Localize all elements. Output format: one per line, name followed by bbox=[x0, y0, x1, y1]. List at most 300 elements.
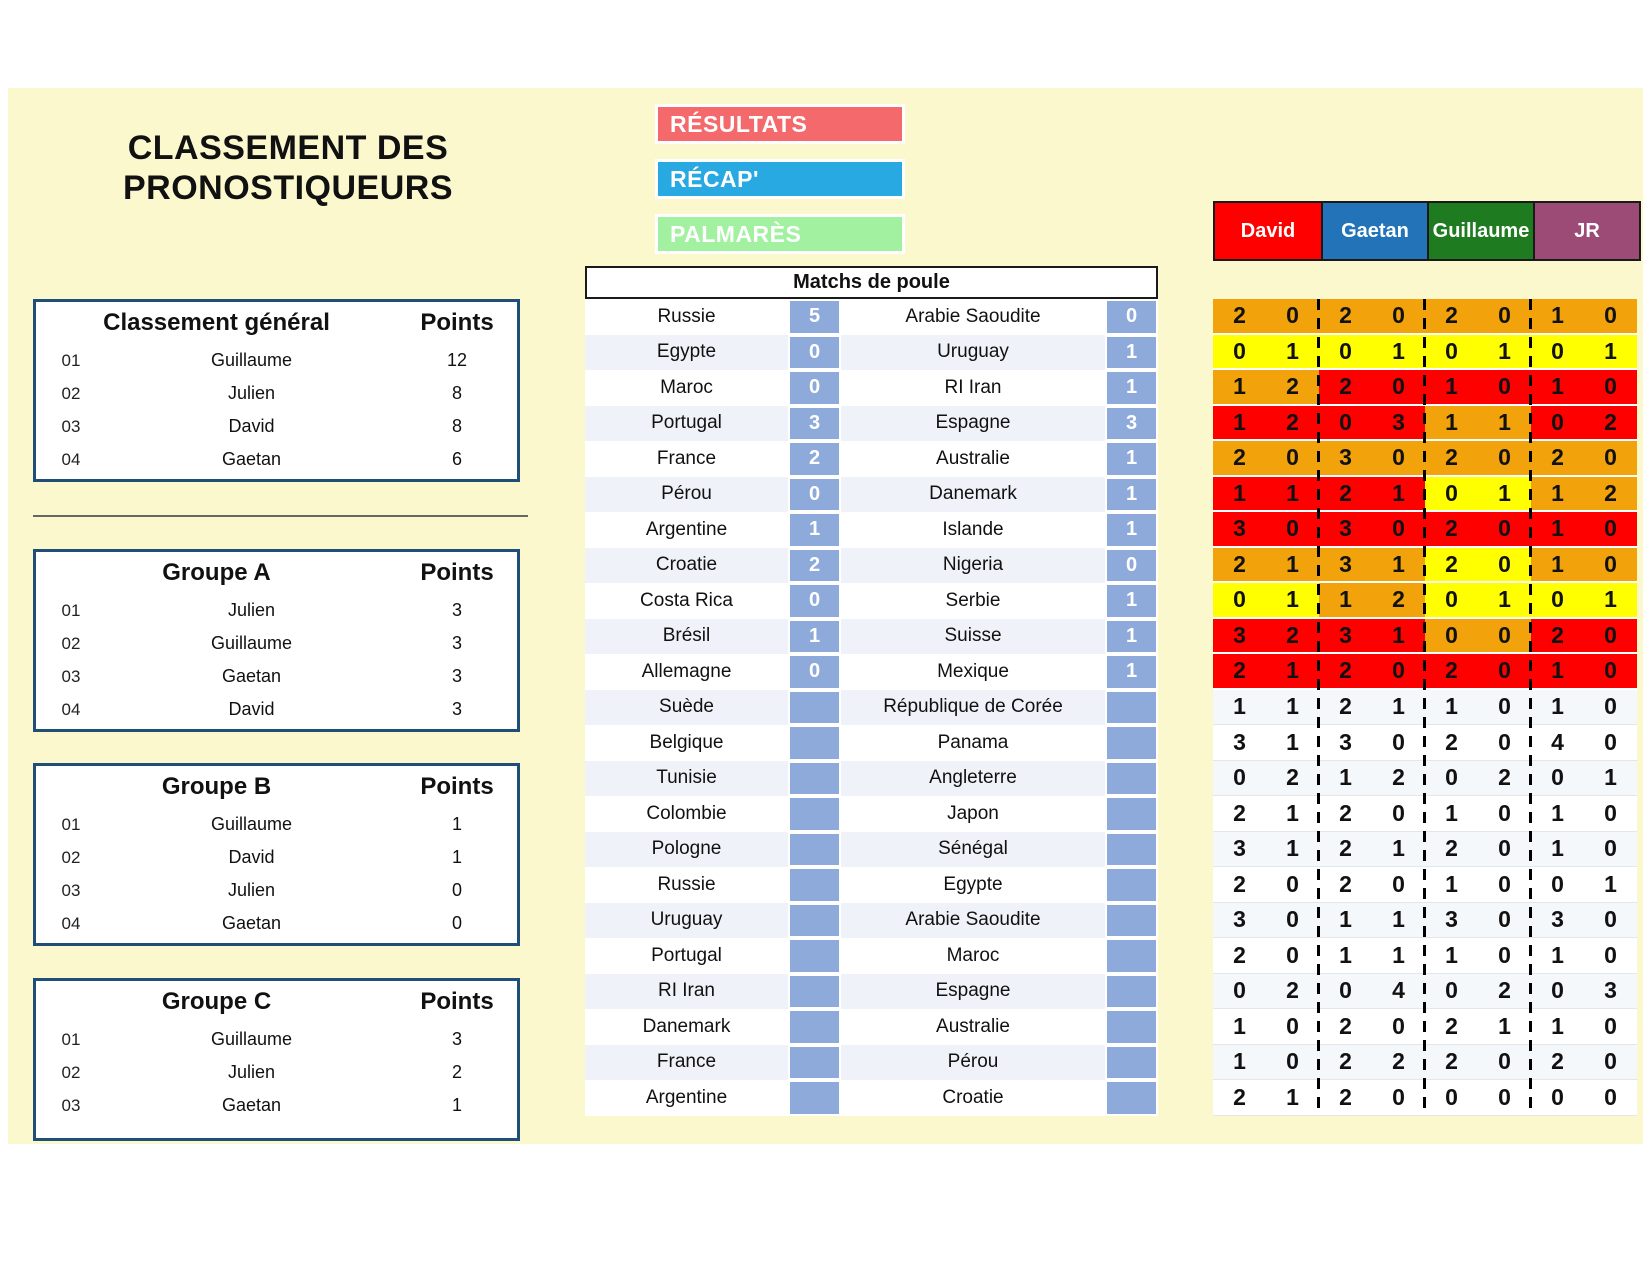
prediction-home-score: 2 bbox=[1445, 302, 1458, 329]
home-score-cell bbox=[788, 867, 841, 903]
prediction-cell bbox=[1319, 1009, 1425, 1045]
prediction-away-score: 1 bbox=[1604, 870, 1617, 897]
prediction-away-score: 2 bbox=[1392, 586, 1405, 613]
points-cell: 3 bbox=[451, 666, 462, 686]
prediction-cell bbox=[1531, 867, 1637, 903]
prediction-home-score: 0 bbox=[1339, 337, 1352, 364]
dashed-separator bbox=[1423, 299, 1426, 1116]
match-row bbox=[585, 725, 1158, 761]
rank-cell: 03 bbox=[61, 416, 81, 436]
away-score-cell: 1 bbox=[1105, 370, 1158, 406]
prediction-home-score: 1 bbox=[1551, 550, 1564, 577]
prediction-cell bbox=[1425, 548, 1531, 584]
home-score-cell: 0 bbox=[788, 654, 841, 690]
prediction-home-score: 1 bbox=[1339, 906, 1352, 933]
prediction-home-score: 1 bbox=[1551, 799, 1564, 826]
prediction-cell bbox=[1319, 1080, 1425, 1116]
away-team-cell: Mexique bbox=[937, 660, 1009, 682]
prediction-cell bbox=[1319, 974, 1425, 1010]
ranking-box bbox=[33, 978, 520, 1141]
prediction-cell bbox=[1319, 441, 1425, 477]
prediction-home-score: 2 bbox=[1339, 799, 1352, 826]
prediction-away-score: 0 bbox=[1286, 1012, 1299, 1039]
prediction-away-score: 0 bbox=[1392, 1012, 1405, 1039]
prediction-away-score: 0 bbox=[1286, 870, 1299, 897]
prediction-away-score: 1 bbox=[1498, 337, 1511, 364]
prediction-away-score: 0 bbox=[1392, 657, 1405, 684]
predictor-header-gaetan: Gaetan bbox=[1321, 203, 1427, 259]
home-team-cell: Costa Rica bbox=[640, 589, 733, 611]
prediction-home-score: 1 bbox=[1551, 479, 1564, 506]
away-team-cell: Suisse bbox=[944, 625, 1002, 647]
predictor-header-jr: JR bbox=[1533, 203, 1639, 259]
prediction-away-score: 2 bbox=[1286, 977, 1299, 1004]
prediction-cell bbox=[1319, 370, 1425, 406]
prediction-away-score: 1 bbox=[1392, 621, 1405, 648]
prediction-home-score: 2 bbox=[1445, 515, 1458, 542]
prediction-home-score: 2 bbox=[1339, 835, 1352, 862]
prediction-cell bbox=[1531, 548, 1637, 584]
away-team-cell: Japon bbox=[947, 802, 999, 824]
match-row bbox=[585, 406, 1158, 442]
prediction-away-score: 2 bbox=[1286, 373, 1299, 400]
prediction-home-score: 0 bbox=[1445, 621, 1458, 648]
away-score-cell bbox=[1105, 903, 1158, 939]
prediction-cell bbox=[1319, 903, 1425, 939]
home-team-cell: Pérou bbox=[661, 483, 712, 505]
prediction-cell bbox=[1213, 335, 1319, 371]
home-team-cell: Maroc bbox=[660, 376, 713, 398]
rank-cell: 03 bbox=[61, 666, 81, 686]
home-score-cell bbox=[788, 832, 841, 868]
dashed-separator bbox=[1317, 299, 1320, 1116]
home-score-cell: 0 bbox=[788, 477, 841, 513]
prediction-away-score: 2 bbox=[1286, 408, 1299, 435]
prediction-home-score: 0 bbox=[1445, 764, 1458, 791]
prediction-away-score: 0 bbox=[1498, 870, 1511, 897]
prediction-cell bbox=[1319, 654, 1425, 690]
prediction-away-score: 0 bbox=[1498, 515, 1511, 542]
away-team-cell: Maroc bbox=[946, 944, 1000, 966]
away-team-cell: RI Iran bbox=[944, 376, 1002, 398]
prediction-cell bbox=[1213, 370, 1319, 406]
prediction-away-score: 0 bbox=[1392, 799, 1405, 826]
prediction-home-score: 2 bbox=[1445, 550, 1458, 577]
prediction-away-score: 0 bbox=[1498, 693, 1511, 720]
ranking-box-title: Groupe C bbox=[161, 988, 272, 1015]
away-score-cell bbox=[1105, 761, 1158, 797]
prediction-home-score: 2 bbox=[1233, 870, 1246, 897]
prediction-away-score: 1 bbox=[1392, 835, 1405, 862]
away-team-cell: Serbie bbox=[945, 589, 1001, 611]
rank-cell: 02 bbox=[61, 383, 81, 403]
prediction-cell bbox=[1531, 832, 1637, 868]
prediction-away-score: 0 bbox=[1392, 444, 1405, 471]
away-score-cell: 1 bbox=[1105, 654, 1158, 690]
prediction-home-score: 0 bbox=[1551, 1083, 1564, 1110]
prediction-away-score: 0 bbox=[1604, 621, 1617, 648]
home-score-cell: 5 bbox=[788, 299, 841, 335]
away-team-cell: Arabie Saoudite bbox=[905, 909, 1041, 931]
prediction-away-score: 0 bbox=[1286, 515, 1299, 542]
prediction-cell bbox=[1319, 619, 1425, 655]
ranking-row bbox=[36, 1023, 517, 1056]
prediction-away-score: 1 bbox=[1604, 586, 1617, 613]
prediction-away-score: 2 bbox=[1392, 764, 1405, 791]
home-team-cell: Russie bbox=[657, 873, 716, 895]
prediction-away-score: 1 bbox=[1392, 337, 1405, 364]
prediction-away-score: 0 bbox=[1498, 1048, 1511, 1075]
prediction-cell bbox=[1425, 512, 1531, 548]
prediction-home-score: 3 bbox=[1233, 515, 1246, 542]
away-team-cell: Panama bbox=[937, 731, 1009, 753]
points-cell: 3 bbox=[451, 600, 462, 620]
rank-cell: 04 bbox=[61, 913, 81, 933]
prediction-cell bbox=[1319, 477, 1425, 513]
name-cell: Gaetan bbox=[221, 449, 282, 469]
match-row bbox=[585, 867, 1158, 903]
prediction-cell bbox=[1531, 406, 1637, 442]
dashed-separator bbox=[1529, 299, 1532, 1116]
prediction-away-score: 2 bbox=[1392, 1048, 1405, 1075]
prediction-home-score: 0 bbox=[1445, 337, 1458, 364]
ranking-row bbox=[36, 907, 517, 940]
prediction-cell bbox=[1425, 761, 1531, 797]
away-team-cell: Australie bbox=[936, 1015, 1010, 1037]
ranking-row bbox=[36, 344, 517, 377]
prediction-home-score: 0 bbox=[1339, 977, 1352, 1004]
prediction-cell bbox=[1531, 1009, 1637, 1045]
prediction-away-score: 1 bbox=[1286, 693, 1299, 720]
prediction-home-score: 3 bbox=[1233, 835, 1246, 862]
points-header: Points bbox=[420, 559, 494, 586]
prediction-cell bbox=[1319, 867, 1425, 903]
prediction-home-score: 2 bbox=[1551, 621, 1564, 648]
ranking-row bbox=[36, 377, 517, 410]
home-team-cell: Russie bbox=[657, 305, 716, 327]
prediction-cell bbox=[1319, 796, 1425, 832]
prediction-home-score: 0 bbox=[1233, 337, 1246, 364]
away-score-cell bbox=[1105, 974, 1158, 1010]
ranking-row bbox=[36, 693, 517, 726]
prediction-home-score: 0 bbox=[1339, 408, 1352, 435]
prediction-away-score: 0 bbox=[1498, 906, 1511, 933]
prediction-home-score: 1 bbox=[1233, 1012, 1246, 1039]
home-score-cell bbox=[788, 1009, 841, 1045]
away-team-cell: Arabie Saoudite bbox=[905, 305, 1041, 327]
prediction-home-score: 2 bbox=[1445, 1012, 1458, 1039]
prediction-away-score: 0 bbox=[1498, 373, 1511, 400]
ranking-row bbox=[36, 874, 517, 907]
prediction-away-score: 0 bbox=[1498, 444, 1511, 471]
home-team-cell: Portugal bbox=[651, 944, 722, 966]
name-cell: Guillaume bbox=[210, 633, 293, 653]
home-score-cell: 2 bbox=[788, 441, 841, 477]
prediction-cell bbox=[1213, 796, 1319, 832]
prediction-cell bbox=[1213, 725, 1319, 761]
prediction-cell bbox=[1531, 441, 1637, 477]
predictor-header-guillaume: Guillaume bbox=[1427, 203, 1533, 259]
prediction-cell bbox=[1213, 938, 1319, 974]
prediction-cell bbox=[1213, 903, 1319, 939]
prediction-home-score: 1 bbox=[1551, 693, 1564, 720]
prediction-away-score: 1 bbox=[1392, 479, 1405, 506]
page-title: CLASSEMENT DES PRONOSTIQUEURS bbox=[122, 129, 454, 208]
points-cell: 3 bbox=[451, 699, 462, 719]
predictor-header-david: David bbox=[1215, 203, 1321, 259]
prediction-away-score: 0 bbox=[1392, 728, 1405, 755]
points-cell: 1 bbox=[451, 1095, 462, 1115]
home-score-cell: 1 bbox=[788, 512, 841, 548]
away-score-cell: 1 bbox=[1105, 335, 1158, 371]
away-score-cell bbox=[1105, 938, 1158, 974]
prediction-away-score: 1 bbox=[1286, 586, 1299, 613]
match-table-title: Matchs de poule bbox=[585, 266, 1158, 299]
points-cell: 8 bbox=[451, 383, 462, 403]
prediction-home-score: 1 bbox=[1445, 373, 1458, 400]
prediction-home-score: 1 bbox=[1339, 586, 1352, 613]
prediction-away-score: 1 bbox=[1286, 337, 1299, 364]
match-row bbox=[585, 512, 1158, 548]
name-cell: Guillaume bbox=[210, 814, 293, 834]
ranking-box bbox=[33, 549, 520, 732]
home-team-cell: Croatie bbox=[655, 554, 718, 576]
away-team-cell: Espagne bbox=[935, 980, 1011, 1002]
prediction-home-score: 1 bbox=[1445, 870, 1458, 897]
points-header: Points bbox=[420, 988, 494, 1015]
prediction-home-score: 1 bbox=[1339, 764, 1352, 791]
home-team-cell: Colombie bbox=[646, 802, 727, 824]
away-team-cell: Danemark bbox=[929, 483, 1017, 505]
prediction-cell bbox=[1531, 370, 1637, 406]
rank-cell: 02 bbox=[61, 1062, 81, 1082]
prediction-away-score: 4 bbox=[1392, 977, 1405, 1004]
ranking-row bbox=[36, 443, 517, 476]
prediction-home-score: 1 bbox=[1233, 373, 1246, 400]
prediction-home-score: 0 bbox=[1551, 764, 1564, 791]
prediction-cell bbox=[1213, 299, 1319, 335]
prediction-cell bbox=[1531, 796, 1637, 832]
rank-cell: 04 bbox=[61, 699, 81, 719]
away-team-cell: Australie bbox=[936, 447, 1010, 469]
prediction-cell bbox=[1319, 1045, 1425, 1081]
prediction-home-score: 2 bbox=[1339, 1012, 1352, 1039]
prediction-cell bbox=[1531, 725, 1637, 761]
prediction-home-score: 2 bbox=[1233, 1083, 1246, 1110]
home-team-cell: Suède bbox=[659, 696, 714, 718]
prediction-cell bbox=[1213, 1080, 1319, 1116]
prediction-cell bbox=[1319, 335, 1425, 371]
match-row bbox=[585, 761, 1158, 797]
recap-button[interactable]: RÉCAP' bbox=[655, 159, 905, 199]
prediction-home-score: 0 bbox=[1445, 1083, 1458, 1110]
prediction-home-score: 3 bbox=[1233, 906, 1246, 933]
name-cell: Julien bbox=[227, 600, 276, 620]
rank-cell: 02 bbox=[61, 633, 81, 653]
away-team-cell: Egypte bbox=[943, 873, 1003, 895]
prediction-home-score: 1 bbox=[1233, 1048, 1246, 1075]
away-score-cell: 1 bbox=[1105, 441, 1158, 477]
prediction-home-score: 3 bbox=[1339, 728, 1352, 755]
home-team-cell: France bbox=[656, 447, 717, 469]
away-team-cell: Espagne bbox=[935, 412, 1011, 434]
prediction-away-score: 0 bbox=[1498, 621, 1511, 648]
prediction-away-score: 0 bbox=[1498, 835, 1511, 862]
prediction-away-score: 0 bbox=[1498, 1083, 1511, 1110]
prediction-cell bbox=[1425, 406, 1531, 442]
name-cell: Gaetan bbox=[221, 666, 282, 686]
away-score-cell bbox=[1105, 725, 1158, 761]
away-score-cell: 0 bbox=[1105, 548, 1158, 584]
name-cell: Guillaume bbox=[210, 1029, 293, 1049]
ranking-box-header bbox=[36, 302, 517, 344]
prediction-cell bbox=[1319, 832, 1425, 868]
home-team-cell: Pologne bbox=[651, 838, 722, 860]
ranking-row bbox=[36, 594, 517, 627]
prediction-cell bbox=[1531, 335, 1637, 371]
home-score-cell: 2 bbox=[788, 548, 841, 584]
prediction-cell bbox=[1531, 1080, 1637, 1116]
prediction-away-score: 0 bbox=[1604, 515, 1617, 542]
match-row bbox=[585, 477, 1158, 513]
prediction-cell bbox=[1425, 1045, 1531, 1081]
prediction-home-score: 1 bbox=[1551, 835, 1564, 862]
prediction-home-score: 1 bbox=[1233, 408, 1246, 435]
name-cell: David bbox=[228, 847, 275, 867]
away-score-cell bbox=[1105, 796, 1158, 832]
home-score-cell: 1 bbox=[788, 619, 841, 655]
home-team-cell: Allemagne bbox=[641, 660, 732, 682]
home-score-cell bbox=[788, 1080, 841, 1116]
prediction-cell bbox=[1319, 548, 1425, 584]
prediction-cell bbox=[1319, 690, 1425, 726]
prediction-cell bbox=[1425, 725, 1531, 761]
prediction-away-score: 2 bbox=[1498, 977, 1511, 1004]
away-team-cell: Islande bbox=[942, 518, 1004, 540]
prediction-away-score: 1 bbox=[1498, 586, 1511, 613]
prediction-away-score: 0 bbox=[1392, 373, 1405, 400]
home-score-cell bbox=[788, 903, 841, 939]
prediction-home-score: 3 bbox=[1551, 906, 1564, 933]
match-row bbox=[585, 938, 1158, 974]
prediction-home-score: 1 bbox=[1551, 302, 1564, 329]
prediction-away-score: 0 bbox=[1604, 941, 1617, 968]
prediction-away-score: 1 bbox=[1604, 764, 1617, 791]
prediction-away-score: 0 bbox=[1286, 1048, 1299, 1075]
prediction-away-score: 2 bbox=[1604, 479, 1617, 506]
ranking-box-header bbox=[36, 766, 517, 808]
prediction-away-score: 1 bbox=[1498, 1012, 1511, 1039]
prediction-away-score: 0 bbox=[1604, 657, 1617, 684]
rank-cell: 03 bbox=[61, 880, 81, 900]
away-score-cell bbox=[1105, 1080, 1158, 1116]
home-team-cell: Egypte bbox=[656, 341, 717, 363]
prediction-cell bbox=[1531, 938, 1637, 974]
ranking-box bbox=[33, 763, 520, 946]
prediction-home-score: 0 bbox=[1551, 870, 1564, 897]
prediction-home-score: 2 bbox=[1339, 870, 1352, 897]
prediction-home-score: 2 bbox=[1339, 657, 1352, 684]
prediction-home-score: 0 bbox=[1445, 586, 1458, 613]
prediction-away-score: 0 bbox=[1604, 302, 1617, 329]
prediction-home-score: 3 bbox=[1339, 550, 1352, 577]
prediction-away-score: 0 bbox=[1392, 1083, 1405, 1110]
prediction-home-score: 3 bbox=[1339, 515, 1352, 542]
prediction-home-score: 0 bbox=[1233, 977, 1246, 1004]
ranking-row bbox=[36, 660, 517, 693]
prediction-home-score: 3 bbox=[1233, 728, 1246, 755]
prediction-home-score: 2 bbox=[1233, 302, 1246, 329]
ranking-box-title: Classement général bbox=[103, 309, 330, 336]
prediction-home-score: 0 bbox=[1551, 586, 1564, 613]
prediction-home-score: 2 bbox=[1551, 1048, 1564, 1075]
away-team-cell: Pérou bbox=[947, 1051, 999, 1073]
match-row bbox=[585, 974, 1158, 1010]
home-team-cell: Belgique bbox=[649, 731, 724, 753]
prediction-cell bbox=[1425, 619, 1531, 655]
prediction-away-score: 1 bbox=[1286, 835, 1299, 862]
prediction-cell bbox=[1425, 903, 1531, 939]
ranking-row bbox=[36, 627, 517, 660]
away-score-cell: 1 bbox=[1105, 583, 1158, 619]
ranking-row bbox=[36, 1056, 517, 1089]
match-row bbox=[585, 335, 1158, 371]
prediction-away-score: 0 bbox=[1498, 799, 1511, 826]
resultats-button[interactable]: RÉSULTATS bbox=[655, 104, 905, 144]
away-score-cell: 1 bbox=[1105, 512, 1158, 548]
prediction-cell bbox=[1425, 583, 1531, 619]
ranking-row bbox=[36, 808, 517, 841]
predictor-headers bbox=[1213, 201, 1641, 261]
match-row bbox=[585, 832, 1158, 868]
away-team-cell: République de Corée bbox=[883, 696, 1063, 718]
home-score-cell: 0 bbox=[788, 370, 841, 406]
prediction-away-score: 1 bbox=[1286, 479, 1299, 506]
prediction-home-score: 2 bbox=[1445, 444, 1458, 471]
main-panel bbox=[8, 88, 1643, 1144]
match-row bbox=[585, 583, 1158, 619]
home-score-cell: 0 bbox=[788, 335, 841, 371]
rank-cell: 01 bbox=[61, 600, 81, 620]
prediction-away-score: 0 bbox=[1392, 302, 1405, 329]
prediction-cell bbox=[1425, 974, 1531, 1010]
palmares-button[interactable]: PALMARÈS bbox=[655, 214, 905, 254]
match-row bbox=[585, 903, 1158, 939]
away-team-cell: Uruguay bbox=[937, 341, 1009, 363]
ranking-row bbox=[36, 1089, 517, 1122]
prediction-away-score: 1 bbox=[1286, 657, 1299, 684]
prediction-cell bbox=[1319, 725, 1425, 761]
prediction-home-score: 3 bbox=[1339, 444, 1352, 471]
prediction-cell bbox=[1425, 1009, 1531, 1045]
prediction-cell bbox=[1425, 477, 1531, 513]
prediction-cell bbox=[1425, 1080, 1531, 1116]
match-row bbox=[585, 548, 1158, 584]
prediction-cell bbox=[1531, 654, 1637, 690]
prediction-home-score: 1 bbox=[1445, 693, 1458, 720]
points-cell: 0 bbox=[451, 880, 462, 900]
prediction-home-score: 2 bbox=[1339, 373, 1352, 400]
prediction-away-score: 0 bbox=[1604, 799, 1617, 826]
prediction-home-score: 1 bbox=[1233, 693, 1246, 720]
points-header: Points bbox=[420, 773, 494, 800]
prediction-cell bbox=[1213, 654, 1319, 690]
points-cell: 8 bbox=[451, 416, 462, 436]
prediction-home-score: 2 bbox=[1233, 799, 1246, 826]
rank-cell: 04 bbox=[61, 449, 81, 469]
home-team-cell: RI Iran bbox=[657, 980, 716, 1002]
prediction-home-score: 1 bbox=[1339, 941, 1352, 968]
